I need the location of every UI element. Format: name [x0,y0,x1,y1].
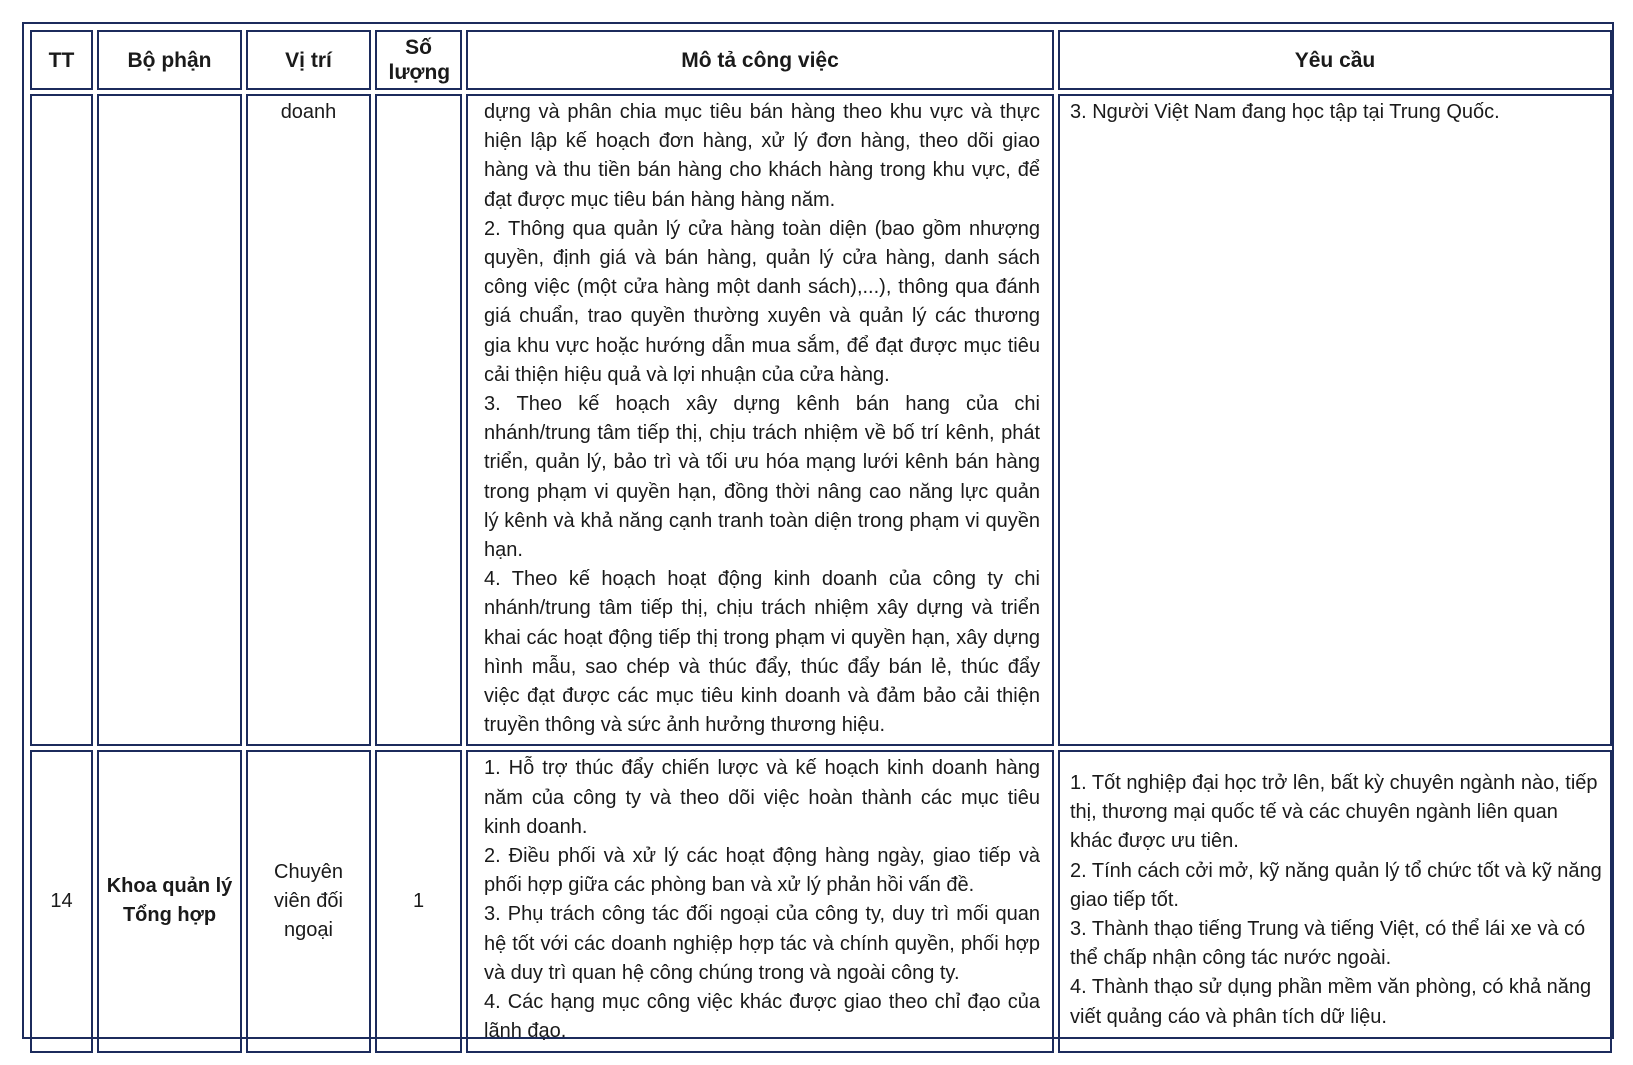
job-description-paragraph: 4. Theo kế hoạch hoạt động kinh doanh của công ty chi nhánh/trung tâm tiếp thị, chịu trách nhiệm xây dựng và triển khai các hoạt động tiếp thị trong phạm vi quyền hạn, xây dựng hình mẫu, sao chép và thúc đẩy, thúc đẩy bán lẻ, thúc đẩy việc đạt được các mục tiêu kinh doanh và đảm bảo cải thiện truyền thông và sức ảnh hưởng thương hiệu. [484,568,1040,737]
job-description-paragraph: dựng và phân chia mục tiêu bán hàng theo khu vực và thực hiện lập kế hoạch đơn hàng, xử lý đơn hàng, theo dõi giao hàng và thu tiền bán hàng cho khách hàng trong khu vực, để đạt được mục tiêu bán hàng hàng năm. [484,101,1040,211]
job-listing-table [26,26,1616,1057]
header-job-description: Mô tả công việc [466,30,1054,90]
job-description-paragraph: 3. Phụ trách công tác đối ngoại của công ty, duy trì mối quan hệ tốt với các doanh nghiệp hợp tác và chính quyền, phối hợp và duy trì quan hệ công chúng trong và ngoài công ty. [484,903,1040,984]
header-quantity-label: Số lượng [388,36,451,84]
header-tt: TT [30,30,93,90]
cell-position: Chuyên viên đối ngoại [246,750,371,1052]
table-row [30,94,1612,746]
job-description-paragraph: 2. Thông qua quản lý cửa hàng toàn diện (bao gồm nhượng quyền, định giá và bán hàng, quản lý cửa hàng, danh sách công việc (một cửa hàng một danh sách),...), thông qua đánh giá chuẩn, trao quyền thường xuyên và quản lý các thương gia khu vực hoặc hướng dẫn mua sắm, để đạt được mục tiêu cải thiện hiệu quả và lợi nhuận của cửa hàng. [484,217,1040,386]
requirement-item: 2. Tính cách cởi mở, kỹ năng quản lý tổ chức tốt và kỹ năng giao tiếp tốt. [1070,859,1602,911]
job-description-paragraph: 2. Điều phối và xử lý các hoạt động hàng ngày, giao tiếp và phối hợp giữa các phòng ban và xử lý phản hồi vấn đề. [484,845,1040,897]
requirement-item: 4. Thành thạo sử dụng phần mềm văn phòng, có khả năng viết quảng cáo và phân tích dữ liệu. [1070,976,1592,1028]
cell-job-description [466,94,1054,746]
cell-position: doanh [246,94,371,746]
cell-job-description [466,750,1054,1052]
cell-department: Khoa quản lý Tổng hợp [97,750,242,1052]
cell-requirements [1058,94,1612,746]
requirement-item: 3. Người Việt Nam đang học tập tại Trung Quốc. [1070,101,1500,123]
table-row [30,750,1612,1052]
table-header-row [30,30,1612,90]
header-requirements: Yêu cầu [1058,30,1612,90]
cell-tt: 14 [30,750,93,1052]
job-description-paragraph: 4. Các hạng mục công việc khác được giao theo chỉ đạo của lãnh đạo. [484,991,1040,1043]
job-description-paragraph: 3. Theo kế hoạch xây dựng kênh bán hang của chi nhánh/trung tâm tiếp thị, chịu trách nhiệm về bố trí kênh, phát triển, quản lý, bảo trì và tối ưu hóa mạng lưới kênh bán hàng trong phạm vi quyền hạn, đồng thời nâng cao năng lực quản lý kênh và khả năng cạnh tranh toàn diện trong phạm vi quyền hạn. [484,393,1040,562]
cell-tt [30,94,93,746]
cell-requirements [1058,750,1612,1052]
header-quantity [375,30,462,90]
requirement-item: 3. Thành thạo tiếng Trung và tiếng Việt, có thể lái xe và có thể chấp nhận công tác nước ngoài. [1070,918,1586,970]
header-position: Vị trí [246,30,371,90]
cell-quantity: 1 [375,750,462,1052]
requirement-item: 1. Tốt nghiệp đại học trở lên, bất kỳ chuyên ngành nào, tiếp thị, thương mại quốc tế và các chuyên ngành liên quan khác được ưu tiên. [1070,772,1598,853]
cell-department [97,94,242,746]
header-department: Bộ phận [97,30,242,90]
cell-quantity [375,94,462,746]
job-description-paragraph: 1. Hỗ trợ thúc đẩy chiến lược và kế hoạch kinh doanh hàng năm của công ty và theo dõi việc hoàn thành các mục tiêu kinh doanh. [484,757,1040,838]
